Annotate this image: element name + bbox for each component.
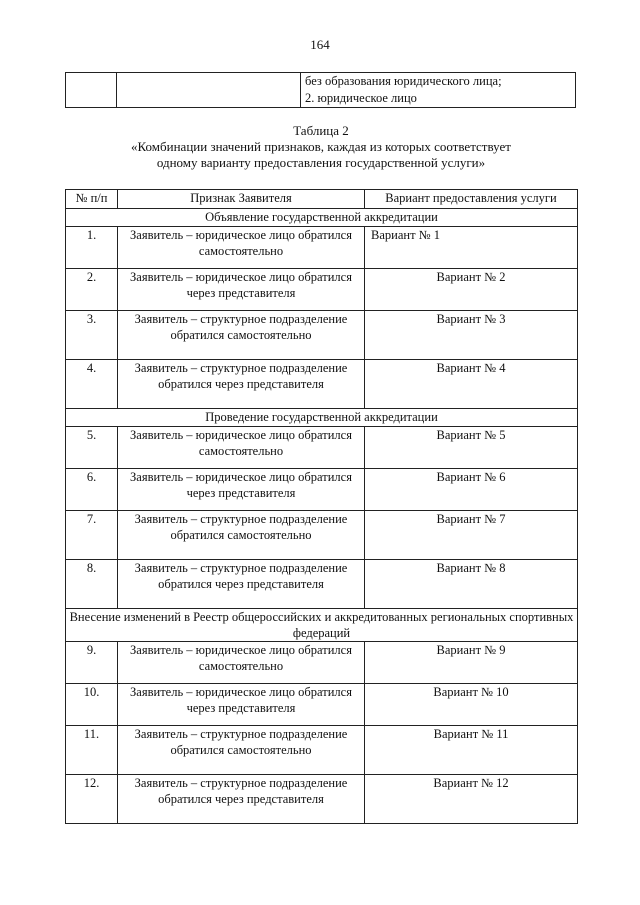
row-number: 1. (66, 227, 118, 269)
table-row (66, 642, 578, 684)
combinations-table (65, 189, 578, 824)
table-cell-empty (117, 73, 301, 108)
applicant-attribute: Заявитель – юридическое лицо обратился через представителя (118, 469, 365, 511)
page-number: 164 (310, 37, 330, 52)
column-header-variant: Вариант предоставления услуги (365, 190, 578, 209)
cell-line: без образования юридического лица; (305, 74, 502, 88)
table-row (66, 360, 578, 409)
service-variant: Вариант № 2 (365, 269, 578, 311)
applicant-attribute: Заявитель – юридическое лицо обратился самостоятельно (118, 227, 365, 269)
caption-line: одному варианту предоставления государственной услуги» (156, 155, 486, 170)
applicant-attribute: Заявитель – структурное подразделение обратился самостоятельно (118, 511, 365, 560)
service-variant: Вариант № 4 (365, 360, 578, 409)
service-variant: Вариант № 3 (365, 311, 578, 360)
table-row (66, 269, 578, 311)
table-row (66, 560, 578, 609)
table-row (66, 469, 578, 511)
table-row (66, 726, 578, 775)
row-number: 10. (66, 684, 118, 726)
table-row (66, 427, 578, 469)
service-variant: Вариант № 1 (365, 227, 578, 269)
table-cell-empty (66, 73, 117, 108)
row-number: 2. (66, 269, 118, 311)
row-number: 3. (66, 311, 118, 360)
applicant-attribute: Заявитель – юридическое лицо обратился самостоятельно (118, 642, 365, 684)
service-variant: Вариант № 12 (365, 775, 578, 824)
section-row (66, 209, 578, 227)
applicant-attribute: Заявитель – юридическое лицо обратился самостоятельно (118, 427, 365, 469)
table-title: Таблица 2 (293, 123, 349, 138)
applicant-attribute: Заявитель – структурное подразделение обратился через представителя (118, 360, 365, 409)
row-number: 8. (66, 560, 118, 609)
applicant-attribute: Заявитель – структурное подразделение обратился через представителя (118, 560, 365, 609)
service-variant: Вариант № 8 (365, 560, 578, 609)
section-title: Проведение государственной аккредитации (66, 409, 578, 427)
service-variant: Вариант № 5 (365, 427, 578, 469)
table-row (66, 73, 576, 108)
table-cell (301, 73, 576, 108)
section-title: Объявление государственной аккредитации (66, 209, 578, 227)
table-body (66, 209, 578, 824)
row-number: 9. (66, 642, 118, 684)
row-number: 7. (66, 511, 118, 560)
table-row (66, 511, 578, 560)
applicant-attribute: Заявитель – структурное подразделение обратился через представителя (118, 775, 365, 824)
row-number: 5. (66, 427, 118, 469)
service-variant: Вариант № 10 (365, 684, 578, 726)
service-variant: Вариант № 6 (365, 469, 578, 511)
service-variant: Вариант № 11 (365, 726, 578, 775)
row-number: 12. (66, 775, 118, 824)
section-row (66, 609, 578, 642)
section-row (66, 409, 578, 427)
service-variant: Вариант № 9 (365, 642, 578, 684)
table-header-row (66, 190, 578, 209)
applicant-attribute: Заявитель – структурное подразделение обратился самостоятельно (118, 311, 365, 360)
column-header-number: № п/п (66, 190, 118, 209)
service-variant: Вариант № 7 (365, 511, 578, 560)
row-number: 11. (66, 726, 118, 775)
table-row (66, 311, 578, 360)
table-row (66, 684, 578, 726)
cell-line: 2. юридическое лицо (305, 91, 417, 105)
continuation-table (65, 72, 576, 108)
applicant-attribute: Заявитель – структурное подразделение обратился самостоятельно (118, 726, 365, 775)
table-caption (65, 123, 577, 171)
section-title: Внесение изменений в Реестр общероссийских и аккредитованных региональных спортивных федераций (66, 609, 578, 642)
column-header-attribute: Признак Заявителя (118, 190, 365, 209)
row-number: 6. (66, 469, 118, 511)
row-number: 4. (66, 360, 118, 409)
table-row (66, 775, 578, 824)
applicant-attribute: Заявитель – юридическое лицо обратился через представителя (118, 684, 365, 726)
table-row (66, 227, 578, 269)
applicant-attribute: Заявитель – юридическое лицо обратился через представителя (118, 269, 365, 311)
caption-line: «Комбинации значений признаков, каждая из которых соответствует (131, 139, 511, 154)
